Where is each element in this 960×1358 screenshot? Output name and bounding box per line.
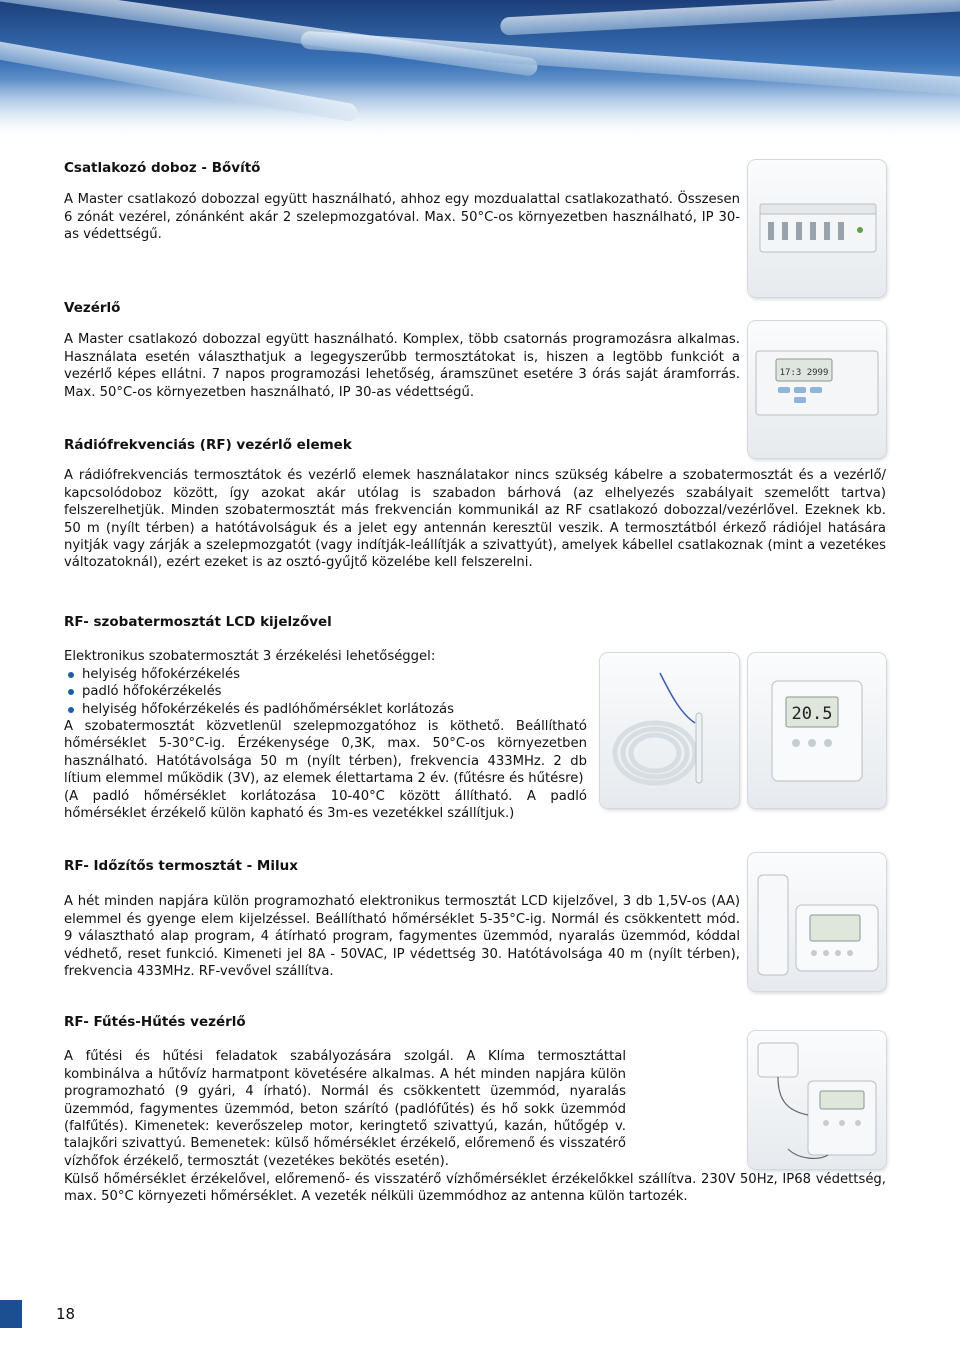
bullet-icon	[68, 672, 74, 678]
section-rf-szobatermosztat	[64, 614, 587, 822]
section-text: A rádiófrekvenciás termosztátok és vezérlő elemek használatakor nincs szükség kábelre a szobatermosztát és a vezérlő/ kapcsolódoboz között, így azokat akár utólag is szabadon bárhová (az elhelyezés szabályait szemelőtt tartva) felszerelhetjük. Minden szobatermosztát más frekvencián kommunikál az RF csatlakozó dobozzal/vezérlővel. Ezeknek kb. 50 m (nyílt térben) a hatótávolságuk és a jelet egy antennán keresztül veszik. A termosztátból érkező rádiójel hatására nyitják vagy zárják a szelepmozgatót (vagy indítják-leállítják a szivattyút), amelyek kábellel csatlakoznak (mint a vezetékes változatoknál), ezért ezeket is az osztó-gyűjtő közelébe kell felszerelni.	[64, 468, 886, 571]
section-text: A szobatermosztát közvetlenül szelepmozgatóhoz is köthető. Beállítható hőmérséklet 5-30°C-ig. Érzékenysége 0,3K, max. 50°C-os környezetben használható. Hatótávolsága 50 m (nyílt térben), frekvencia 433MHz. 2 db lítium elemmel működik (3V), az elemek élettartama 2 év. (fűtésre és hűtésre)	[64, 719, 587, 787]
floor-sensor-cable-photo	[600, 653, 739, 808]
list-item: helyiség hőfokérzékelés	[64, 666, 587, 683]
section-title: Rádiófrekvenciás (RF) vezérlő elemek	[64, 437, 352, 453]
section-text: A Master csatlakozó dobozzal együtt használható. Komplex, több csatornás programozásra alkalmas. Használata esetén választhatjuk a legegyszerűbb termosztátokat is, hiszen a legtöbb funkciót a vezérlő képes ellátni. 7 napos programozási lehetőség, áramszünet esetére 3 órás saját áramforrás. Max. 50°C-os környezetben használható, IP 30-as védettségű.	[64, 332, 740, 400]
section-rf-vezerlo-elemek	[64, 437, 886, 572]
section-title: Csatlakozó doboz - Bővítő	[64, 160, 261, 176]
section-title: Vezérlő	[64, 300, 121, 316]
milux-thermostat-photo	[748, 853, 886, 991]
connection-box-photo	[748, 160, 886, 297]
section-text: A fűtési és hűtési feladatok szabályozására szolgál. A Klíma termosztáttal kombinálva a hűtővíz harmatpont követésére alkalmas. A hét minden napjára külön programozható (9 gyári, 4 írható). Normál és csökkentett üzemmód, nyaralás üzemmód, fagymentes üzemmód, beton szárító (padlófűtés) és hő sokk üzemmód (falfűtés). Kimenetek: keverőszelep motor, keringtető szivattyú, kazán, hűtőgép v. talajkőri szivattyú. Bemenetek: külső hőmérséklet érzékelő, előremenő és visszatérő vízhőfok érzékelő, termosztát (vezetékes bekötés esetén).	[64, 1049, 626, 1169]
section-rf-futes-hutes-vezerlo-cont	[64, 1171, 886, 1206]
thermostat-display-text: 20.5	[791, 704, 833, 724]
feature-list	[64, 666, 587, 718]
section-title: RF- Fűtés-Hűtés vezérlő	[64, 1014, 246, 1030]
section-vezerlo	[64, 300, 740, 401]
section-csatlakozo-doboz	[64, 160, 740, 244]
list-item: helyiség hőfokérzékelés és padlóhőmérséklet korlátozás	[64, 701, 587, 718]
section-title: RF- Időzítős termosztát - Milux	[64, 858, 298, 874]
section-intro: Elektronikus szobatermosztát 3 érzékelési lehetőséggel:	[64, 649, 436, 665]
section-text-2: (A padló hőmérséklet korlátozása 10-40°C között állítható. A padló hőmérséklet érzékelő külön kapható és 3m-es vezetékkel szállítjuk.)	[64, 788, 587, 822]
bullet-icon	[68, 707, 74, 713]
section-rf-futes-hutes-vezerlo	[64, 1014, 626, 1170]
list-item: padló hőfokérzékelés	[64, 683, 587, 700]
page-number-marker	[0, 1300, 22, 1328]
section-title: RF- szobatermosztát LCD kijelzővel	[64, 614, 332, 630]
section-text: A hét minden napjára külön programozható elektronikus termosztát LCD kijelzővel, 3 db 1,5V-os (AA) elemmel és gyenge elem kijelzéssel. Beállítható hőmérséklet 5-35°C-ig. Normál és csökkentett mód. 9 választható alap program, 4 átírható program, fagymentes üzemmód, nyaralás üzemmód, kóddal védhető, reset funkció. Kimeneti jel 8A - 50VAC, IP védettség 30. Hatótávolsága 40 m (nyílt térben), frekvencia 433MHz. RF-vevővel szállítva.	[64, 894, 740, 980]
rf-lcd-thermostat-photo	[748, 653, 886, 808]
page-number: 18	[56, 1305, 76, 1323]
header-banner-image	[0, 0, 960, 140]
section-rf-idozitos-termosztat	[64, 858, 740, 980]
heating-cooling-controller-photo	[748, 1031, 886, 1169]
bullet-icon	[68, 689, 74, 695]
section-text-2: Külső hőmérséklet érzékelővel, előremenő- és visszatérő vízhőmérséklet érzékelőkkel szállítva. 230V 50Hz, IP68 védettség, max. 50°C környezeti hőmérséklet. A vezeték nélküli üzemmódhoz az antenna külön tartozék.	[64, 1172, 886, 1205]
section-text: A Master csatlakozó dobozzal együtt használható, ahhoz egy mozdualattal csatlakozatható. Összesen 6 zónát vezérel, zónánként akár 2 szelepmozgatóval. Max. 50°C-os környezetben használható, IP 30-as védettségű.	[64, 192, 740, 243]
controller-display-text: 17:3 2999	[779, 368, 829, 378]
